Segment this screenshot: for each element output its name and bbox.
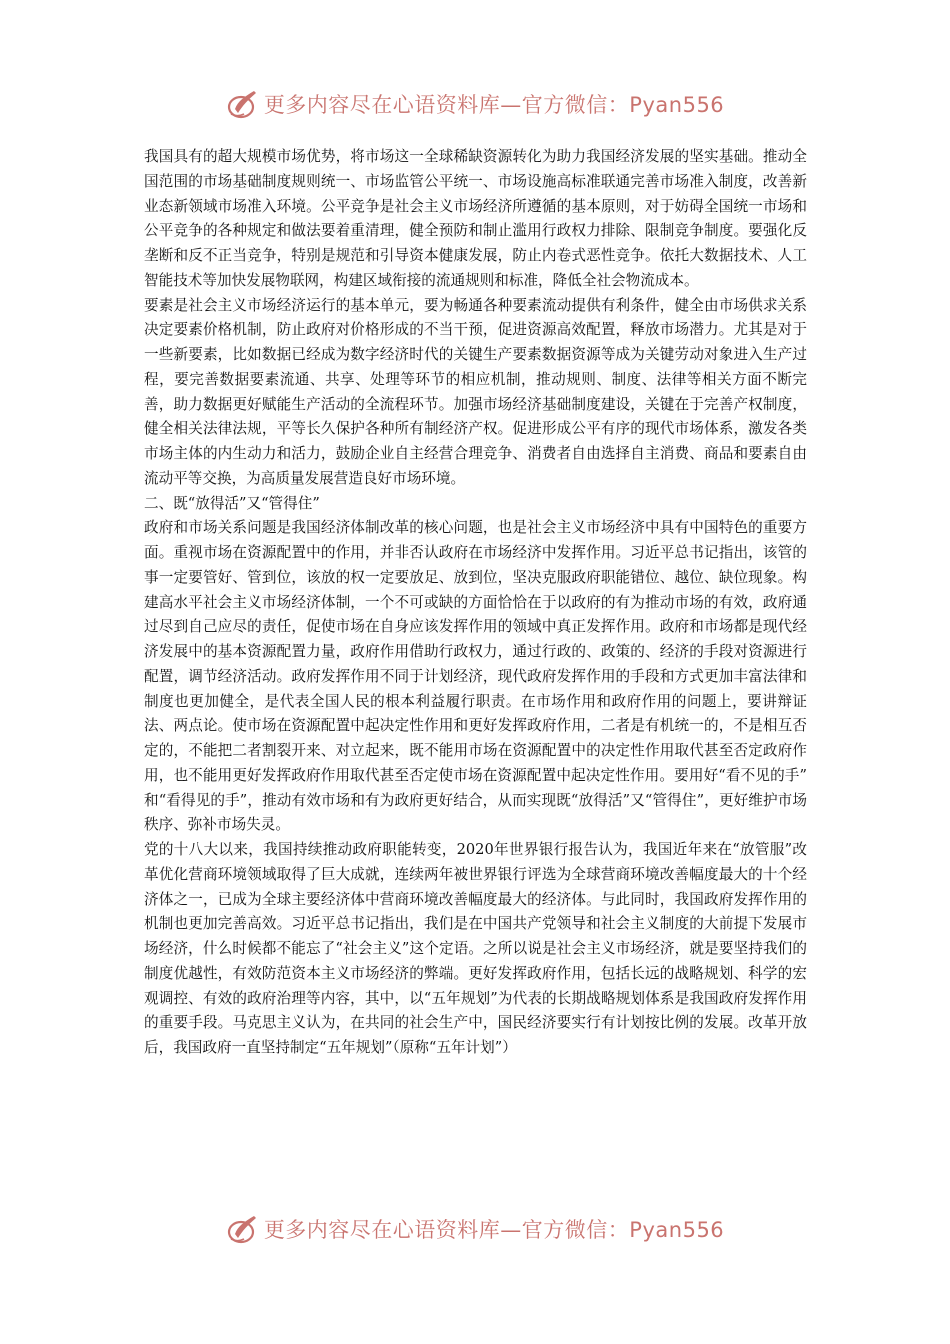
- header-watermark-text: 更多内容尽在心语资料库—官方微信：Pyan556: [263, 93, 725, 117]
- header-watermark-banner: [0, 84, 950, 124]
- pen-ink-logo-icon: [226, 1212, 260, 1246]
- paragraph-market-advantage: 我国具有的超大规模市场优势，将市场这一全球稀缺资源转化为助力我国经济发展的坚实基础。推动全国范围的市场基础制度规则统一、市场监管公平统一、市场设施高标准联通完善市场准入制度，改善新业态新领域市场准入环境。公平竞争是社会主义市场经济所遵循的基本原则，对于妨碍全国统一市场和公平竞争的各种规定和做法要着重清理，健全预防和制止滥用行政权力排除、限制竞争制度。要强化反垄断和反不正当竞争，特别是规范和引导资本健康发展，防止内卷式恶性竞争。依托大数据技术、人工智能技术等加快发展物联网，构建区域衔接的流通规则和标准，降低全社会物流成本。: [144, 148, 807, 289]
- paragraph-government-market: 政府和市场关系问题是我国经济体制改革的核心问题，也是社会主义市场经济中具有中国特色的重要方面。重视市场在资源配置中的作用，并非否认政府在市场经济中发挥作用。习近平总书记指出，该管的事一定要管好、管到位，该放的权一定要放足、放到位，坚决克服政府职能错位、越位、缺位现象。构建高水平社会主义市场经济体制，一个不可或缺的方面恰恰在于以政府的有为推动市场的有效，政府通过尽到自己应尽的责任，促使市场在自身应该发挥作用的领域中真正发挥作用。政府和市场都是现代经济发展中的基本资源配置力量，政府作用借助行政权力，通过行政的、政策的、经济的手段对资源进行配置，调节经济活动。政府发挥作用不同于计划经济，现代政府发挥作用的手段和方式更加丰富法律和制度也更加健全，是代表全国人民的根本利益履行职责。在市场作用和政府作用的问题上，要讲辩证法、两点论。使市场在资源配置中起决定性作用和更好发挥政府作用，二者是有机统一的，不是相互否定的，不能把二者割裂开来、对立起来，既不能用市场在资源配置中的决定性作用取代甚至否定政府作用，也不能用更好发挥政府作用取代甚至否定使市场在资源配置中起决定性作用。要用好“看不见的手” 和“看得见的手”，推动有效市场和有为政府更好结合，从而实现既“放得活”又“管得住”，更好维护市场秩序、弥补市场失灵。: [144, 519, 807, 834]
- footer-watermark-text: 更多内容尽在心语资料库—官方微信：Pyan556: [263, 1218, 725, 1242]
- section-heading-two: 二、既“放得活”又“管得住”: [144, 494, 320, 512]
- pen-ink-logo-icon: [226, 87, 260, 121]
- paragraph-eighteenth-congress: 党的十八大以来，我国持续推动政府职能转变，2020年世界银行报告认为，我国近年来在“放管服”改革优化营商环境领域取得了巨大成就，连续两年被世界银行评选为全球营商环境改善幅度最大的十个经济体之一，已成为全球主要经济体中营商环境改善幅度最大的经济体。与此同时，我国政府发挥作用的机制也更加完善高效。习近平总书记指出，我们是在中国共产党领导和社会主义制度的大前提下发展市场经济，什么时候都不能忘了“社会主义”这个定语。之所以说是社会主义市场经济，就是要坚持我们的制度优越性，有效防范资本主义市场经济的弊端。更好发挥政府作用，包括长远的战略规划、科学的宏观调控、有效的政府治理等内容，其中，以“五年规划”为代表的长期战略规划体系是我国政府发挥作用的重要手段。马克思主义认为，在共同的社会生产中，国民经济要实行有计划按比例的发展。改革开放后，我国政府一直坚持制定“五年规划”（原称“五年计划”）: [144, 841, 807, 1056]
- paragraph-factor-elements: 要素是社会主义市场经济运行的基本单元，要为畅通各种要素流动提供有利条件，健全由市场供求关系决定要素价格机制，防止政府对价格形成的不当干预，促进资源高效配置，释放市场潜力。尤其是对于一些新要素，比如数据已经成为数字经济时代的关键生产要素数据资源等成为关键劳动对象进入生产过程，要完善数据要素流通、共享、处理等环节的相应机制，推动规则、制度、法律等相关方面不断完善，助力数据更好赋能生产活动的全流程环节。加强市场经济基础制度建设，关键在于完善产权制度，健全相关法律法规，平等长久保护各种所有制经济产权。促进形成公平有序的现代市场体系，激发各类市场主体的内生动力和活力，鼓励企业自主经营合理竞争、消费者自由选择自主消费、商品和要素自由流动平等交换，为高质量发展营造良好市场环境。: [144, 296, 807, 487]
- document-body: [144, 145, 807, 1061]
- footer-watermark-banner: [0, 1209, 950, 1249]
